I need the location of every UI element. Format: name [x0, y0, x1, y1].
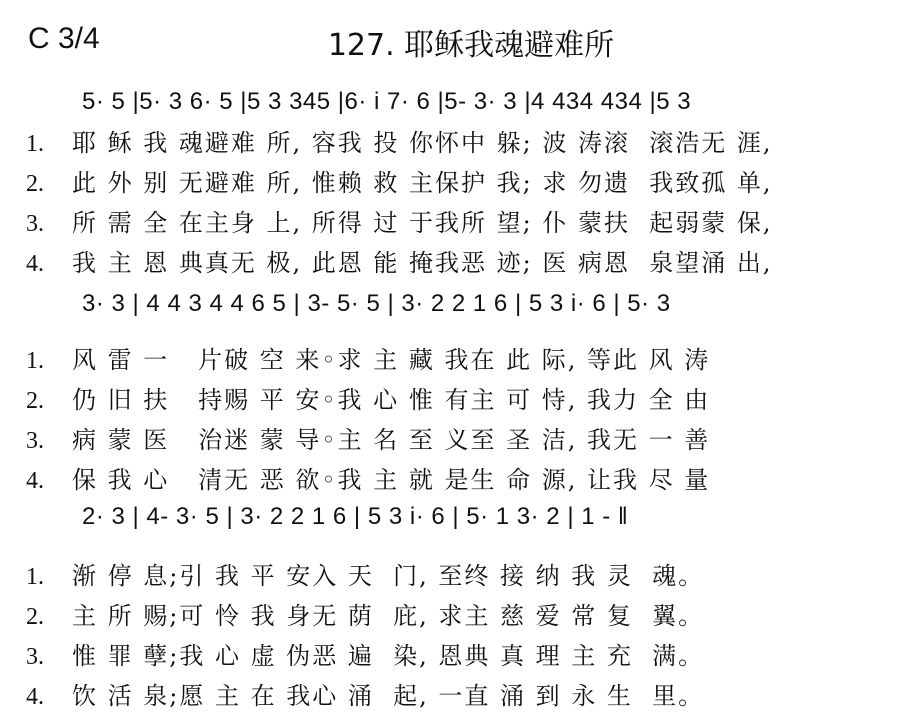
lyric-text: 耶 稣 我 魂避难 所, 容我 投 你怀中 躲; 波 涛滚 滚浩无 涯, [72, 129, 773, 157]
verse-3-line-1 [26, 203, 773, 238]
verse-number: 3. [26, 644, 44, 670]
lyric-text: 渐 停 息;引 我 平 安入 天 门, 至终 接 纳 我 灵 魂。 [72, 562, 705, 590]
lyric-text: 饮 活 泉;愿 主 在 我心 涌 起, 一直 涌 到 永 生 里。 [72, 682, 705, 710]
verse-number: 4. [26, 468, 44, 494]
lyric-text: 保 我 心 清无 恶 欲◦我 主 就 是生 命 源, 让我 尽 量 [72, 466, 711, 494]
verse-number: 1. [26, 131, 44, 157]
verse-2-line-1 [26, 163, 773, 198]
verse-4-line-1 [26, 243, 773, 278]
verse-number: 3. [26, 211, 44, 237]
lyric-text: 主 所 赐;可 怜 我 身无 荫 庇, 求主 慈 爱 常 复 翼。 [72, 602, 705, 630]
verse-number: 2. [26, 604, 44, 630]
lyric-text: 风 雷 一 片破 空 来◦求 主 藏 我在 此 际, 等此 风 涛 [72, 346, 711, 374]
hymn-title: 127. 耶稣我魂避难所 [327, 28, 615, 63]
verse-2-line-3 [26, 596, 704, 631]
verse-3-line-2 [26, 420, 710, 455]
verse-number: 2. [26, 171, 44, 197]
notation-line-2: 3· 3 | 4 4 3 4 4 6 5 | 3- 5· 5 | 3· 2 2 1 6 | 5 3 i· 6 | 5· 3 [82, 290, 671, 317]
lyric-text: 我 主 恩 典真无 极, 此恩 能 掩我恶 迹; 医 病恩 泉望涌 出, [72, 249, 773, 277]
verse-1-line-3 [26, 556, 704, 591]
notation-line-3: 2· 3 | 4- 3· 5 | 3· 2 2 1 6 | 5 3 i· 6 | 5· 1 3· 2 | 1 - ‖ [82, 503, 629, 530]
verse-3-line-3 [26, 636, 704, 671]
verse-2-line-2 [26, 380, 710, 415]
lyric-text: 病 蒙 医 治迷 蒙 导◦主 名 至 义至 圣 洁, 我无 一 善 [72, 426, 711, 454]
verse-number: 4. [26, 251, 44, 277]
lyric-text: 此 外 别 无避难 所, 惟赖 救 主保护 我; 求 勿遗 我致孤 单, [72, 169, 773, 197]
verse-number: 4. [26, 684, 44, 710]
notation-line-1: 5· 5 |5· 3 6· 5 |5 3 345 |6· i 7· 6 |5- 3· 3 |4 434 434 |5 3 [82, 88, 692, 115]
key-signature: C 3/4 [28, 22, 100, 55]
verse-number: 1. [26, 348, 44, 374]
verse-4-line-3 [26, 676, 704, 711]
verse-4-line-2 [26, 460, 710, 495]
lyric-text: 所 需 全 在主身 上, 所得 过 于我所 望; 仆 蒙扶 起弱蒙 保, [72, 209, 773, 237]
verse-1-line-1 [26, 123, 773, 158]
lyric-text: 仍 旧 扶 持赐 平 安◦我 心 惟 有主 可 恃, 我力 全 由 [72, 386, 711, 414]
lyric-text: 惟 罪 孽;我 心 虚 伪恶 遍 染, 恩典 真 理 主 充 满。 [72, 642, 705, 670]
verse-number: 2. [26, 388, 44, 414]
verse-number: 1. [26, 564, 44, 590]
verse-1-line-2 [26, 340, 710, 375]
verse-number: 3. [26, 428, 44, 454]
